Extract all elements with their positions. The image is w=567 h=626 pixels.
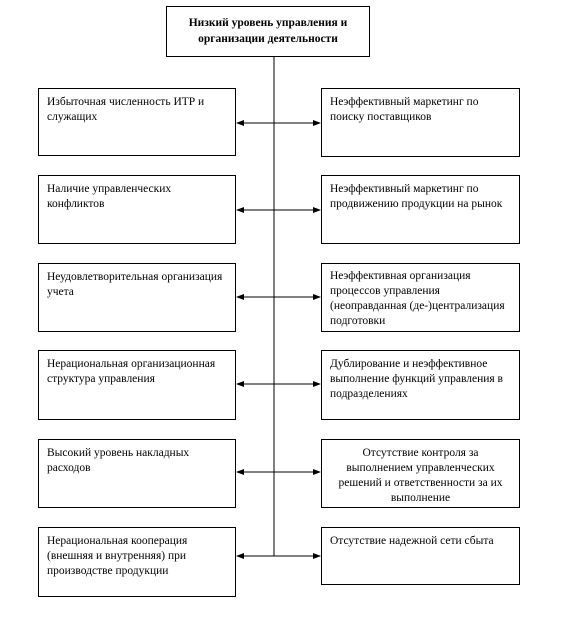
left-box-5: [38, 439, 236, 508]
right-label-3: Неэффективная организация процессов управления (неоправданная (де-)централизация подготовки: [330, 270, 505, 327]
left-label-5: Высокий уровень накладных расходов: [47, 447, 190, 474]
left-label-2: Наличие управленческих конфликтов: [47, 183, 172, 210]
right-label-1: Неэффективный маркетинг по поиску поставщиков: [330, 96, 479, 123]
left-box-1: [38, 88, 236, 156]
right-box-1: [321, 88, 520, 157]
left-box-2: [38, 175, 236, 244]
right-box-5: [321, 439, 520, 508]
left-label-3: Неудовлетворительная организация учета: [47, 271, 223, 298]
left-box-4: [38, 350, 236, 420]
left-label-6: Нерациональная кооперация (внешняя и внутренняя) при производстве продукции: [47, 535, 188, 577]
left-box-3: [38, 263, 236, 332]
right-box-3: [321, 263, 520, 332]
left-box-6: [38, 527, 236, 597]
right-box-6: [321, 527, 520, 585]
right-box-4: [321, 350, 520, 420]
right-label-4: Дублирование и неэффективное выполнение функций управления в подразделениях: [330, 358, 503, 400]
left-label-1: Избыточная численность ИТР и служащих: [47, 96, 205, 123]
right-label-2: Неэффективный маркетинг по продвижению продукции на рынок: [330, 183, 503, 210]
root-box: [166, 6, 370, 57]
right-label-6: Отсутствие надежной сети сбыта: [330, 535, 494, 547]
root-label: Низкий уровень управления и организации деятельности: [188, 17, 348, 45]
left-label-4: Нерациональная организационная структура управления: [47, 358, 216, 385]
right-box-2: [321, 175, 520, 244]
right-label-5: Отсутствие контроля за выполнением управленческих решений и ответственности за их выполнение: [338, 447, 503, 504]
